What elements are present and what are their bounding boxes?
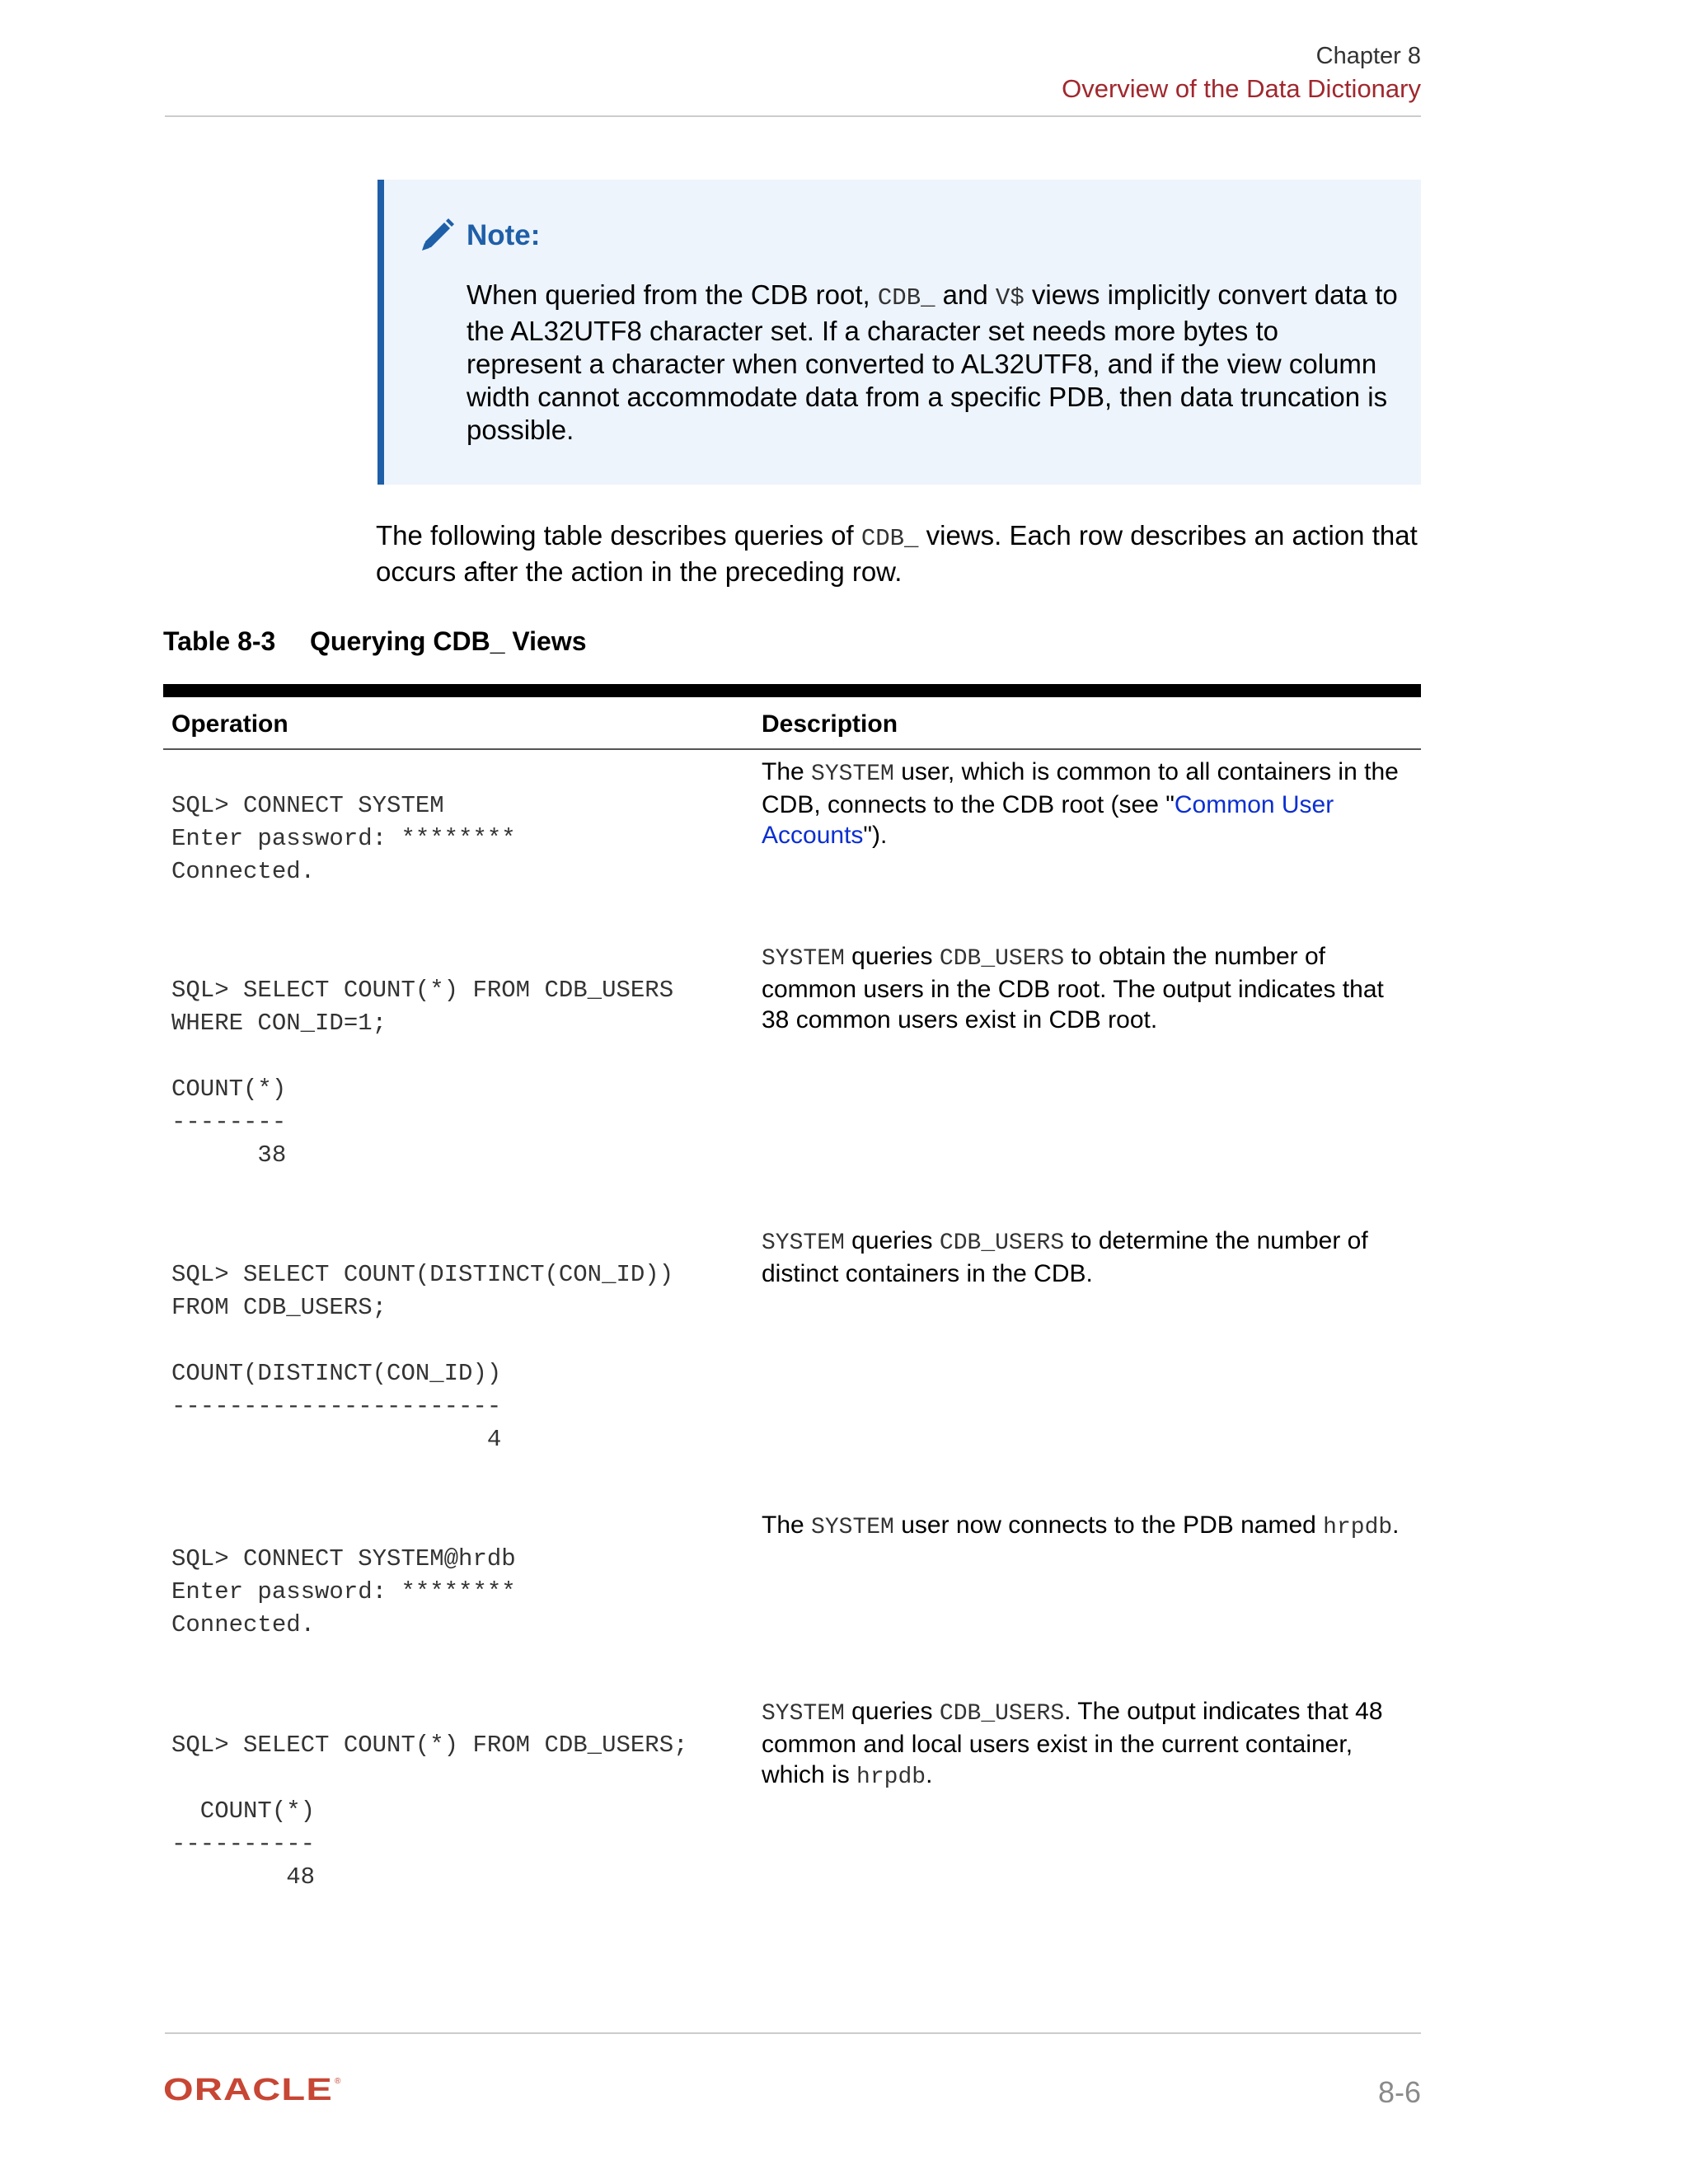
inline-code: hrpdb [1323,1515,1393,1540]
intro-text: views. Each row describes an action that occurs after the action in the preceding row. [376,520,1418,587]
inline-code: SYSTEM [762,1230,845,1256]
inline-code: SYSTEM [811,1515,894,1540]
column-header-operation: Operation [171,710,288,738]
inline-code: SYSTEM [762,946,845,972]
note-box [377,180,1421,485]
note-text [467,279,1398,447]
intro-paragraph [376,519,1423,588]
page-number: 8-6 [1377,2075,1421,2109]
header-divider [165,115,1421,117]
note-text-part: and [935,279,996,310]
inline-code: hrpdb [856,1765,926,1790]
note-text-part: views implicitly convert data to the AL32UTF8 character set. If a character set needs more bytes to represent a character when converted to AL32UTF8, and if the view column width cannot accommodate data from a specific PDB, then data truncation is possible. [467,279,1398,445]
description-cell: SYSTEM queries CDB_USERS to determine the number of distinct containers in the CDB. [762,1227,1368,1287]
table-title: Querying CDB_ Views [310,626,587,656]
inline-code: SYSTEM [811,762,894,787]
svg-text:ORACLE: ORACLE [163,2074,333,2103]
oracle-logo [163,2074,345,2103]
inline-code: CDB_USERS [939,1230,1065,1256]
description-cell: SYSTEM queries CDB_USERS to obtain the number of common users in the CDB root. The output indicates that 38 common users exist in CDB root. [762,943,1384,1033]
inline-code: SYSTEM [762,1701,845,1727]
operation-code: SQL> SELECT COUNT(DISTINCT(CON_ID)) FROM CDB_USERS; COUNT(DISTINCT(CON_ID)) ----------------------- 4 [171,1261,674,1453]
table-number: Table 8-3 [163,626,276,656]
pencil-icon [417,218,455,255]
operation-code: SQL> CONNECT SYSTEM@hrdb Enter password: ******** Connected. [171,1545,516,1638]
intro-text: The following table describes queries of [376,520,861,551]
table-caption [163,626,587,657]
chapter-title-link[interactable]: Overview of the Data Dictionary [1062,74,1421,103]
common-user-accounts-link[interactable]: Common User Accounts [762,791,1334,849]
inline-code: CDB_ [877,284,935,312]
svg-text:®: ® [335,2077,341,2086]
footer-divider [165,2032,1421,2034]
inline-code: V$ [995,284,1025,312]
table-header-rule [163,748,1421,750]
table-top-rule [163,684,1421,697]
inline-code: CDB_USERS [939,1701,1065,1727]
description-cell: The SYSTEM user, which is common to all containers in the CDB, connects to the CDB root (see "Common User Accounts"). [762,758,1399,849]
inline-code: CDB_ [860,525,919,552]
inline-code: CDB_USERS [939,946,1065,972]
operation-code: SQL> SELECT COUNT(*) FROM CDB_USERS WHERE CON_ID=1; COUNT(*) -------- 38 [171,977,674,1169]
description-cell: SYSTEM queries CDB_USERS. The output indicates that 48 common and local users exist in the current container, which is hrpdb. [762,1698,1383,1790]
description-cell: The SYSTEM user now connects to the PDB named hrpdb. [762,1511,1400,1540]
operation-code: SQL> SELECT COUNT(*) FROM CDB_USERS; COUNT(*) ---------- 48 [171,1732,688,1891]
operation-code: SQL> CONNECT SYSTEM Enter password: ******** Connected. [171,792,516,885]
chapter-label: Chapter 8 [1315,43,1421,69]
column-header-description: Description [762,710,898,738]
note-text-part: When queried from the CDB root, [467,279,878,310]
note-label: Note: [467,219,541,251]
